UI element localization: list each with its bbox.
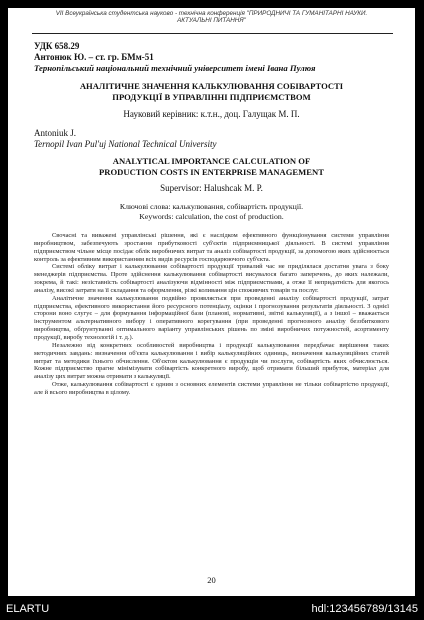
body-paragraph: Системі обліку витрат і калькулювання собівартості продукції тривалий час не приділялася достатня увага з боку менеджерів підприємства. Проте здійснення калькулювання собівартості висувалося багато заперечень, до яких належали, зокрема, й такі: незіставність собівартості аналізуючи відмінності між підприємствами, а отже її непридатність для якогось аналізу, високі затрати на її складання та оформлення, різкі коливання цін споживчих товарів та послуг. [34, 263, 389, 294]
conference-header: VII Всеукраїнська студентська науково - технічна конференція "ПРИРОДНИЧІ ТА ГУМАНІТАРНІ НАУКИ. АКТУАЛЬНІ ПИТАННЯ" [55, 10, 368, 25]
supervisor-ua: Науковий керівник: к.т.н., доц. Галущак М. П. [123, 109, 300, 119]
author-en: Antoniuk J. [34, 128, 77, 138]
keywords-ua: Ключові слова: калькулювання, собівартість продукції. [119, 202, 304, 211]
title-ua-line1: АНАЛІТИЧНЕ ЗНАЧЕННЯ КАЛЬКУЛЮВАННЯ СОБІВАРТОСТІ [79, 81, 344, 91]
author-ua: Антонюк Ю. – ст. гр. БМм-51 [34, 52, 154, 62]
title-en-line2: PRODUCTION COSTS IN ENTERPRISE MANAGEMENT [99, 167, 324, 177]
document-page [8, 8, 415, 596]
body-paragraph: Аналітичне значення калькулювання подвійно проявляється при проведенні аналізу собівартості продукції, затрат підприємства, ефективного використання його ресурсного потенціалу, оцінки і прогнозування результатів діяльності. З однієї сторони воно слугує – для формування інформаційної бази (планові, нормативні, звітні калькуляції), а з іншої – вважається інструментом альтернативного вибору і оперативного корегування (при проведенні прогнозного аналізу беззбиткового виробництва, обґрунтуванні оптимального варіанту управлінських рішень по зміні виробничих потужностей, асортименту продукції, виробу технологій і т. д.). [34, 294, 389, 341]
supervisor-en: Supervisor: Halushcak M. P. [160, 183, 263, 193]
title-en-line1: ANALYTICAL IMPORTANCE CALCULATION OF [112, 156, 311, 166]
title-ua-line2: ПРОДУКЦІЇ В УПРАВЛІННІ ПІДПРИЄМСТВОМ [112, 92, 311, 102]
handle-identifier: hdl:123456789/13145 [311, 603, 418, 615]
repository-name: ELARTU [6, 603, 50, 615]
page-number: 20 [207, 575, 216, 585]
keywords-en: Keywords: calculation, the cost of production. [139, 212, 284, 221]
article-body [34, 232, 389, 397]
affiliation-ua: Тернопільський національний технічний університет імені Івана Пулюя [34, 63, 316, 73]
repository-footer [0, 598, 424, 620]
body-paragraph: Отже, калькулювання собівартості є одним з основних елементів системи управління не тільки собівартістю продукції, але й всього виробництва в цілому. [34, 381, 389, 396]
affiliation-en: Ternopil Ivan Pul'uj National Technical University [34, 139, 217, 149]
body-paragraph: Свочасні та виважені управлінські рішення, які є наслідком ефективного функціонування системи управління виробництвом, забезпечують зростання прибутковості суб'єктів підприємницької діяльності. В системі управління підприємством чільне місце посідає облік виробничих витрат та аналіз собівартості продукції, за допомогою яких здійснюється контроль за ефективним використанням всіх видів ресурсів господарюючого суб'єкта. [34, 232, 389, 263]
body-paragraph: Незалежно від конкретних особливостей виробництва і продукції калькулювання передбачає вирішення таких методичних завдань: визначення об'єкта калькулювання і вибір калькуляційних одиниць, визначення калькуляційних статей витрат та методики їхнього обчислення. Об'єктом калькулювання є продукція чи послуги, собівартість яких обчислюється. Кожне підприємство прагне мінімізувати собівартість конкретного виробу, щоб отримати більший прибуток, матеріал для аналізу цих витрат можна отримати з калькуляції. [34, 341, 389, 381]
udc-code: УДК 658.29 [34, 41, 80, 51]
header-divider [32, 33, 393, 34]
